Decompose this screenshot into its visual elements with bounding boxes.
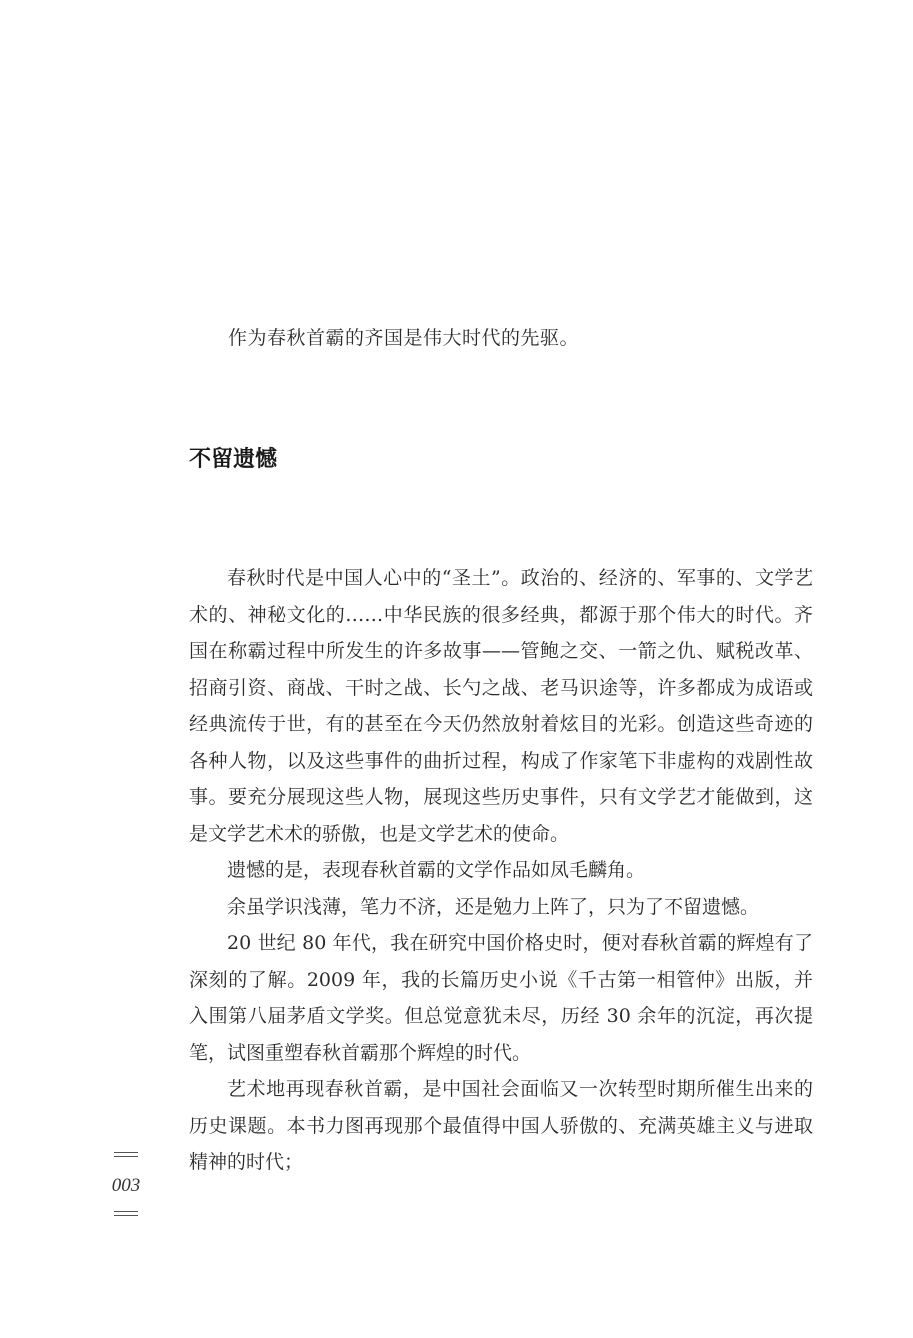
paragraph: 余虽学识浅薄，笔力不济，还是勉力上阵了，只为了不留遗憾。: [227, 895, 760, 918]
paragraph: 遗憾的是，表现春秋首霸的文学作品如凤毛麟角。: [227, 859, 646, 881]
page-rule-bottom: [114, 1211, 138, 1216]
section-title: 不留遗憾: [189, 447, 278, 472]
paragraph: 春秋时代是中国人心中的“圣土”。政治的、经济的、军事的、文学艺术的、神秘文化的……中华民族的很多经典，都源于那个伟大的时代。齐国在称霸过程中所发生的许多故事——管鲍之交、一箭之仇、赋税改革、招商引资、商战、干时之战、长勺之战、老马识途等，许多都成为成语或经典流传于世，有的甚至在今天仍然放射着炫目的光彩。创造这些奇迹的各种人物，以及这些事件的曲折过程，构成了作家笔下非虚构的戏剧性故事。要充分展现这些人物，展现这些历史事件，只有文学艺才能做到，这是文学艺术术的骄傲，也是文学艺术的使命。: [189, 567, 813, 845]
paragraph: 20 世纪 80 年代，我在研究中国价格史时，便对春秋首霸的辉煌有了深刻的了解。2009 年，我的长篇历史小说《千古第一相管仲》出版，并入围第八届茅盾文学奖。但总觉意犹未尽，历经 30 余年的沉淀，再次提笔，试图重塑春秋首霸那个辉煌的时代。: [189, 932, 813, 1064]
epigraph: 作为春秋首霸的齐国是伟大时代的先驱。: [228, 327, 580, 349]
page-number: 003: [111, 1175, 141, 1196]
paragraph: 艺术地再现春秋首霸，是中国社会面临又一次转型时期所催生出来的历史课题。本书力图再现那个最值得中国人骄傲的、充满英雄主义与进取精神的时代；: [189, 1078, 813, 1173]
page-rule-top: [114, 1152, 138, 1157]
body-text: [189, 560, 813, 1181]
page-footer: [108, 1152, 144, 1216]
